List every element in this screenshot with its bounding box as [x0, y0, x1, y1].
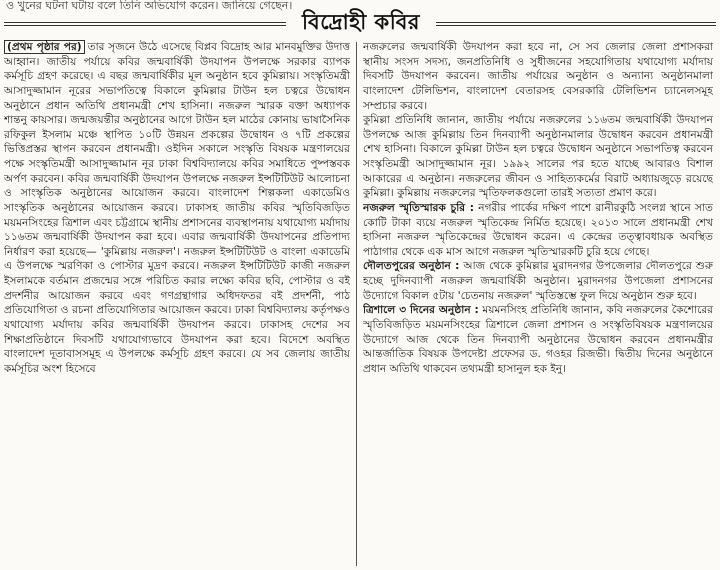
right-paragraph-2: কুমিল্লা প্রতিনিধি জানান, জাতীয় পর্যায়ে নজরুলের ১১৬তম জন্মবার্ষিকী উদযাপন উপলক্ষে আজ কুমিল্লায় তিন দিনব্যাপী অনুষ্ঠানমালার উদ্বোধন করবেন প্রধানমন্ত্রী শেখ হাসিনা। বিকালে কুমিল্লা টাউন হল চত্বরে উদ্বোধন অনুষ্ঠানে সভাপতিত্ব করবেন সংস্কৃতিমন্ত্রী আসাদুজ্জামান নূর। ১৯৯২ সালের পর হতে যাচ্ছে আবারও বিশাল আকারের এ অনুষ্ঠান। নজরুলের জীবন ও সাহিত্যকর্মের বিরাট অধ্যায়জুড়ে রয়েছে কুমিল্লা। কুমিল্লায় নজরুলের স্মৃতিফলকগুলো তারই সত্যতা প্রমাণ করে।	[363, 114, 713, 200]
right-paragraph-3	[363, 201, 713, 260]
article-column-right	[363, 40, 713, 568]
right-paragraph-4	[363, 259, 713, 303]
right-paragraph-5	[363, 303, 713, 376]
previous-article-fragment: ও খুনের ঘটনা ঘটায় বলে তিনি অভিযোগ করেন। জানিয়ে গেছেন।	[6, 0, 293, 12]
daulatpur-text: আজ থেকে কুমিল্লার মুরাদনগর উপজেলার দৌলতপুরে শুরু হচ্ছে দুদিনব্যাপী নজরুল জন্মবার্ষিকী অনুষ্ঠান। মুরাদনগর উপজেলা প্রশাসনের উদ্যোগে বিকাল ৫টায় 'চেতনায় নজরুল' স্মৃতিস্তম্ভে ফুল দিয়ে অনুষ্ঠান শুরু হবে।	[363, 260, 713, 302]
subheading-trishal: ত্রিশালে ৩ দিনের অনুষ্ঠান :	[363, 304, 479, 317]
left-body-text: তার সৃজনে উঠে এসেছে বিপ্লব বিদ্রোহ আর মানবমুক্তির উদাত্ত আহ্বান। জাতীয় পর্যায়ে কবির জন্মবার্ষিকী উদযাপন উপলক্ষে সরকার ব্যাপক কর্মসূচি গ্রহণ করেছে। এ বছর জন্মবার্ষিকীর মূল অনুষ্ঠান হবে কুমিল্লায়। সংস্কৃতিমন্ত্রী আসাদুজ্জামান নূরের সভাপতিত্বে বিকালে কুমিল্লার টাউন হল চত্বরে উদ্বোধন অনুষ্ঠানে প্রধান অতিথি প্রধানমন্ত্রী শেখ হাসিনা। নজরুল স্মারক বক্তা অধ্যাপক শান্তনু কায়সার। জন্মজয়ন্তীর অনুষ্ঠানের আগে টাউন হল মাঠের কোনায় ভাষাসৈনিক রফিকুল ইসলাম মঞ্চে স্থাপিত ১০টি উন্নয়ন প্রকল্পের উদ্বোধন ও ৭টি প্রকল্পের ভিত্তিপ্রস্তর স্থাপন করবেন প্রধানমন্ত্রী। ওইদিন সকালে সংস্কৃতি বিষয়ক মন্ত্রণালয়ের পক্ষে সংস্কৃতিমন্ত্রী আসাদুজ্জামান নূর ঢাকা বিশ্ববিদ্যালয়ে কবির সমাধিতে পুষ্পস্তবক অর্পণ করবেন। কবির জন্মবার্ষিকী উদযাপন উপলক্ষে নজরুল ইন্সটিটিউট আলোচনা ও সাংস্কৃতিক অনুষ্ঠানের আয়োজন করবে। বাংলাদেশ শিল্পকলা একাডেমিও সাংস্কৃতিক অনুষ্ঠানের আয়োজন করবে। ঢাকাসহ জাতীয় কবির স্মৃতিবিজড়িত ময়মনসিংহের ত্রিশাল এবং চট্টগ্রামে স্থানীয় প্রশাসনের ব্যবস্থাপনায় যথাযোগ্য মর্যাদায় ১১৬তম জন্মবার্ষিকী উদযাপন করা হবে। এবার জন্মবার্ষিকী উদযাপনের প্রতিপাদ্য নির্ধারণ করা হয়েছে— 'কুমিল্লায় নজরুল'। নজরুল ইন্সটিটিউট ও বাংলা একাডেমি এ উপলক্ষে স্মরণিকা ও পোস্টার মুদ্রণ করবে। নজরুল ইন্সটিটিউট কাজী নজরুল ইসলামকে বর্তমান প্রজন্মের সঙ্গে পরিচিত করার লক্ষ্যে কবির ছবি, পোস্টার ও বই প্রদর্শনীর আয়োজন করবে এবং গণগ্রন্থাগার অধিদফতর বই প্রদর্শনী, পাঠ প্রতিযোগিতা ও রচনা প্রতিযোগিতার আয়োজন করবে। ঢাকা বিশ্ববিদ্যালয় কর্তৃপক্ষও যথাযোগ্য মর্যাদায় কবির জন্মবার্ষিকী উদযাপন করবে। ঢাকাসহ দেশের সব শিক্ষাপ্রতিষ্ঠানে দিবসটি যথাযোগ্যভাবে উদযাপন করা হবে। বিদেশে অবস্থিত বাংলাদেশ দূতাবাসসমূহ এ উপলক্ষে কর্মসূচি গ্রহণ করবে। যে সব জেলায় জাতীয় কর্মসূচির অংশ হিসেবে	[4, 41, 350, 375]
trishal-text: ময়মনসিংহ প্রতিনিধি জানান, কবি নজরুলের কৈশোরের স্মৃতিবিজড়িত ময়মনসিংহের ত্রিশালে জেলা প্রশাসন ও সংস্কৃতিবিষয়ক মন্ত্রণালয়ের উদ্যোগে আজ থেকে তিন দিনব্যাপী অনুষ্ঠানের উদ্বোধন করবেন প্রধানমন্ত্রীর আন্তর্জাতিক বিষয়ক উপদেষ্টা প্রফেসর ড. গওহর রিজভী। দ্বিতীয় দিনের অনুষ্ঠানে প্রধান অতিথি থাকবেন তথ্যমন্ত্রী হাসানুল হক ইনু।	[363, 304, 713, 375]
left-paragraph	[4, 40, 350, 376]
article-headline: বিদ্রোহী কবির	[302, 9, 420, 34]
subheading-daulatpur: দৌলতপুরের অনুষ্ঠান :	[363, 260, 460, 273]
headline-rule-right	[436, 22, 716, 26]
article-column-left	[4, 40, 350, 568]
continuation-tag: (প্রথম পৃষ্ঠার পর)	[4, 40, 85, 54]
right-paragraph-1: নজরুলের জন্মবার্ষিকী উদযাপন করা হবে না, সে সব জেলার জেলা প্রশাসকরা স্থানীয় সংসদ সদস্য, জনপ্রতিনিধি ও সুধীজনের সহযোগিতায় যথাযোগ্য মর্যাদায় দিবসটি উদযাপন করবেন। জাতীয় পর্যায়ের অনুষ্ঠান ও অন্যান্য অনুষ্ঠানমালা বাংলাদেশ টেলিভিশন, বাংলাদেশ বেতারসহ বেসরকারি টেলিভিশন চ্যানেলসমূহ সম্প্রচার করবে।	[363, 41, 713, 112]
memento-theft-text: নগরীর পার্কের দক্ষিণ পাশে রানীরকুঠি সংলগ্ন স্থানে সাত কোটি টাকা ব্যয়ে নজরুল স্মৃতিকেন্দ্র নির্মিত হয়েছে। ২০১৩ সালে প্রধানমন্ত্রী শেখ হাসিনা নজরুল স্মৃতিকেন্দ্রের উদ্বোধন করেন। এ কেন্দ্রের তত্ত্বাবধায়ক অবস্থিত পাঠাগার থেকে এক মাস আগে নজরুল স্মৃতিস্মারকটি চুরি হয়ে গেছে।	[363, 201, 713, 258]
subheading-memento-theft: নজরুল স্মৃতিস্মারক চুরি :	[363, 201, 474, 214]
headline-rule-left	[4, 22, 286, 26]
column-divider	[356, 42, 357, 566]
